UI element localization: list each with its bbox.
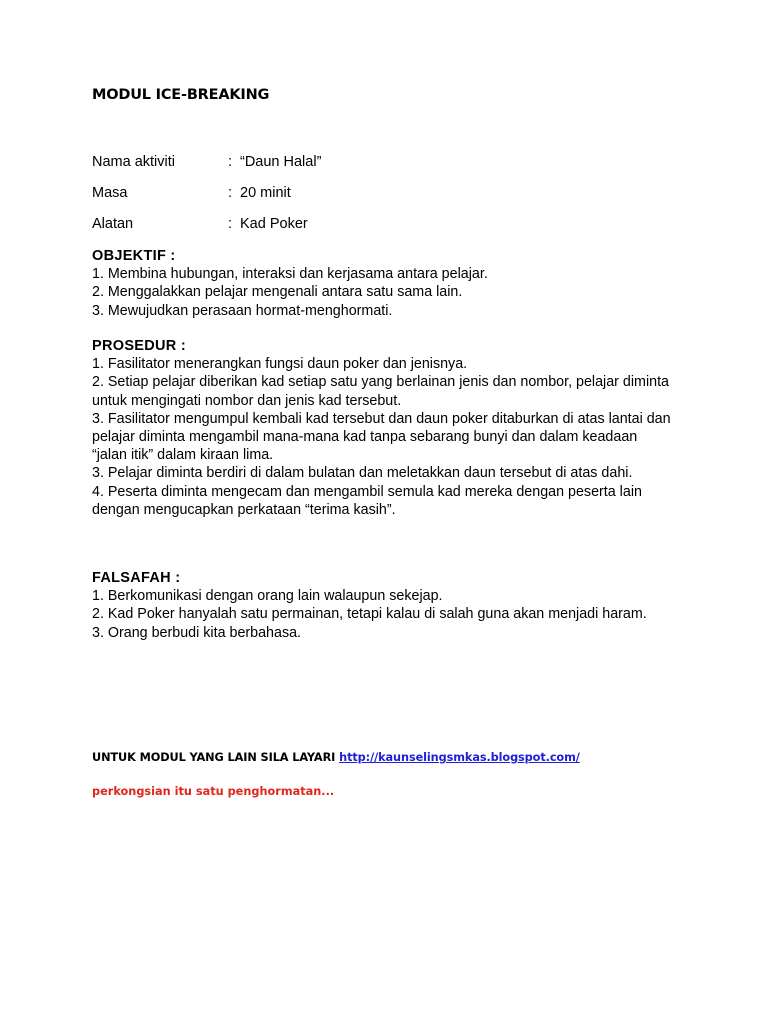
info-value: “Daun Halal” xyxy=(240,154,322,170)
info-row-nama-aktiviti xyxy=(92,152,492,172)
footer-prefix: UNTUK MODUL YANG LAIN SILA LAYARI xyxy=(92,751,336,764)
list-item: 1. Berkomunikasi dengan orang lain walaupun sekejap. xyxy=(92,588,443,605)
list-item: 3. Orang berbudi kita berbahasa. xyxy=(92,624,302,641)
footer-note: perkongsian itu satu penghormatan... xyxy=(92,785,335,798)
info-label: Alatan xyxy=(92,216,134,232)
info-value: Kad Poker xyxy=(240,216,308,232)
info-label: Nama aktiviti xyxy=(92,154,175,170)
list-item: 4. Peserta diminta mengecam dan mengambil semula kad mereka dengan peserta lain dengan mengucapkan perkataan “terima kasih”. xyxy=(92,483,642,518)
list-item: 3. Fasilitator mengumpul kembali kad tersebut dan daun poker ditaburkan di atas lantai dan pelajar diminta mengambil mana-mana kad tanpa sebarang bunyi dan dalam keadaan “jalan itik” dalam kiraan lima. xyxy=(92,410,671,464)
info-label: Masa xyxy=(92,185,128,201)
list-item: 3. Pelajar diminta berdiri di dalam bulatan dan meletakkan daun tersebut di atas dahi. xyxy=(92,465,633,482)
info-colon: : xyxy=(228,185,233,201)
section-objektif xyxy=(92,247,672,320)
info-value: 20 minit xyxy=(240,185,291,201)
list-item: 3. Mewujudkan perasaan hormat-menghormati. xyxy=(92,302,393,319)
section-falsafah xyxy=(92,569,672,642)
blog-link[interactable]: http://kaunselingsmkas.blogspot.com/ xyxy=(339,751,580,764)
info-row-masa xyxy=(92,183,492,203)
info-row-alatan xyxy=(92,214,492,234)
info-colon: : xyxy=(228,154,233,170)
list-item: 2. Kad Poker hanyalah satu permainan, tetapi kalau di salah guna akan menjadi haram. xyxy=(92,606,647,623)
document-title: MODUL ICE-BREAKING xyxy=(92,87,270,103)
info-colon: : xyxy=(228,216,233,232)
list-item: 2. Menggalakkan pelajar mengenali antara satu sama lain. xyxy=(92,284,463,301)
list-item: 2. Setiap pelajar diberikan kad setiap satu yang berlainan jenis dan nombor, pelajar diminta untuk mengingati nombor dan jenis kad tersebut. xyxy=(92,374,670,409)
list-item: 1. Membina hubungan, interaksi dan kerjasama antara pelajar. xyxy=(92,266,488,283)
section-prosedur xyxy=(92,337,672,519)
section-heading: PROSEDUR : xyxy=(92,338,187,354)
section-heading: FALSAFAH : xyxy=(92,570,181,586)
section-heading: OBJEKTIF : xyxy=(92,248,176,264)
footer-link-line xyxy=(92,751,580,764)
list-item: 1. Fasilitator menerangkan fungsi daun poker dan jenisnya. xyxy=(92,356,468,373)
